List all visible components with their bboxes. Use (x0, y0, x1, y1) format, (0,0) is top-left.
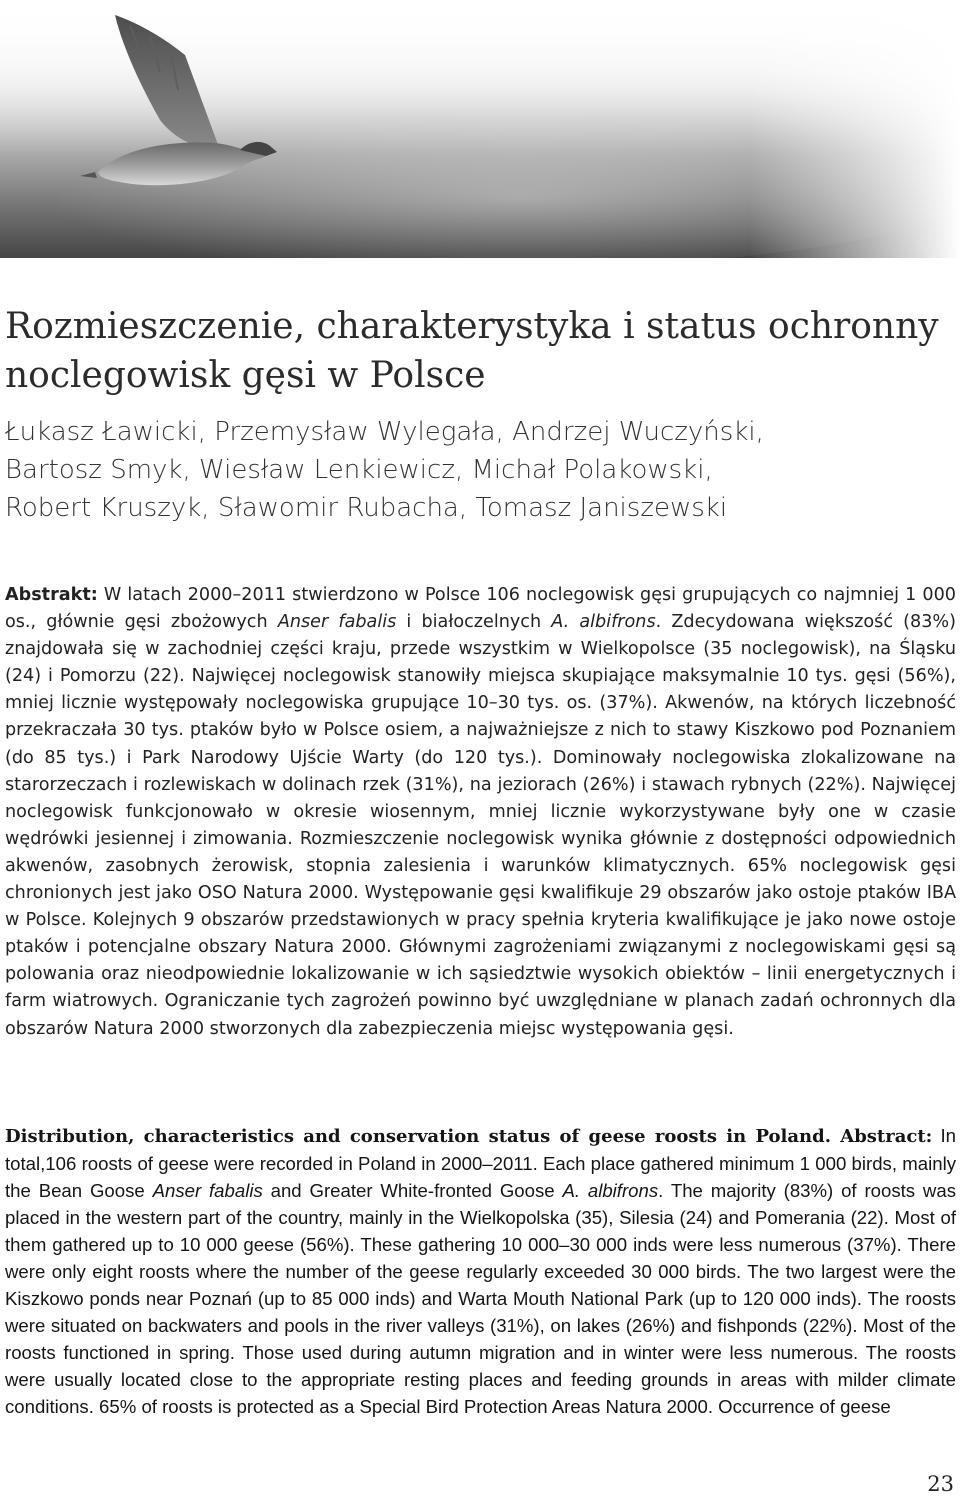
abstract-pl-text: i białoczelnych (396, 612, 552, 633)
author-line: Robert Kruszyk, Sławomir Rubacha, Tomasz Janiszewski (5, 493, 728, 523)
goose-illustration (0, 0, 960, 258)
abstract-english (5, 1122, 956, 1420)
abstract-pl-label: Abstrakt: (5, 585, 98, 605)
abstract-polish (5, 582, 956, 1043)
abstract-en-text: and Greater White-fronted Goose (262, 1180, 563, 1201)
abstract-pl-text: . Zdecydowana większość (83%) znajdowała się w zachodniej części kraju, przede wszystkim w Wielkopolsce (35 noclegowisk), na Śląsku (24) i Pomorzu (22). Najwięcej noclegowisk stanowiły miejsca skupiające maksymalnie 10 tys. gęsi (56%), mniej licznie występowały noclegowiska grupujące 10–30 tys. os. (37%). Akwenów, na których liczebność przekraczała 30 tys. ptaków było w Polsce osiem, a najważniejsze z nich to stawy Kiszkowo pod Poznaniem (do 85 tys.) i Park Narodowy Ujście Warty (do 120 tys.). Dominowały noclegowiska zlokalizowane na starorzeczach i rozlewiskach w dolinach rzek (31%), na jeziorach (26%) i stawach rybnych (22%). Najwięcej noclegowisk funkcjonowało w okresie wiosennym, mniej licznie wykorzystywane były one w czasie wędrówki jesiennej i zimowania. Rozmieszczenie noclegowisk wynika głównie z dostępności odpowiednich akwenów, zasobnych żerowisk, stopnia zalesienia i warunków klimatycznych. 65% noclegowisk gęsi chronionych jest jako OSO Natura 2000. Występowanie gęsi kwalifikuje 29 obszarów jako ostoje ptaków IBA w Polsce. Kolejnych 9 obszarów przedstawionych w pracy spełnia kryteria kwalifikujące je jako nowe ostoje ptaków i potencjalne obszary Natura 2000. Głównymi zagrożeniami związanymi z noclegowiskami gęsi są polowania oraz nieodpowiednie lokalizowanie w ich sąsiedztwie wysokich obiektów – linii energetycznych i farm wiatrowych. Ograniczanie tych zagrożeń powinno być uwzględniane w planach zadań ochronnych dla obszarów Natura 2000 stworzonych dla zabezpieczenia miejsc występowania gęsi. (5, 612, 957, 1039)
author-line: Bartosz Smyk, Wiesław Lenkiewicz, Michał Polakowski, (5, 455, 713, 485)
page-number: 23 (927, 1472, 954, 1496)
species-name: Anser fabalis (277, 612, 397, 633)
species-name: Anser fabalis (152, 1180, 263, 1201)
author-list (5, 413, 955, 527)
abstract-en-text: In total,106 roosts of geese were recorded in Poland in 2000–2011. Each place gathered minimum 1 000 birds, mainly the Bean Goose (5, 1125, 956, 1201)
abstract-en-label: Distribution, characteristics and conservation status of geese roosts in Poland. Abstract: (5, 1126, 933, 1147)
abstract-pl-text: W latach 2000–2011 stwierdzono w Polsce 106 noclegowisk gęsi grupujących co najmniej 1 000 os., głównie gęsi zbożowych (5, 585, 956, 633)
article-title: Rozmieszczenie, charakterystyka i status ochronny noclegowisk gęsi w Polsce (5, 306, 939, 396)
species-name: A. albifrons (551, 612, 656, 633)
species-name: A. albifrons (562, 1180, 659, 1201)
abstract-en-text: . The majority (83%) of roosts was placed in the western part of the country, mainly in the Wielkopolska (35), Silesia (24) and Pomerania (22). Most of them gathered up to 10 000 geese (56%). These gathering 10 000–30 000 inds were less numerous (37%). There were only eight roosts where the number of the geese regularly exceeded 30 000 birds. The two largest were the Kiszkowo ponds near Poznań (up to 85 000 inds) and Warta Mouth National Park (up to 120 000 inds). The roosts were situated on backwaters and pools in the river valleys (31%), on lakes (26%) and fishponds (22%). Most of the roosts functioned in spring. Those used during autumn migration and in winter were less numerous. The roosts were usually located close to the appropriate resting places and feeding grounds in areas with milder climate conditions. 65% of roosts is protected as a Special Bird Protection Areas Natura 2000. Occurrence of geese (5, 1180, 956, 1417)
author-line: Łukasz Ławicki, Przemysław Wylegała, Andrzej Wuczyński, (5, 417, 764, 447)
flying-goose-banner (0, 0, 960, 258)
